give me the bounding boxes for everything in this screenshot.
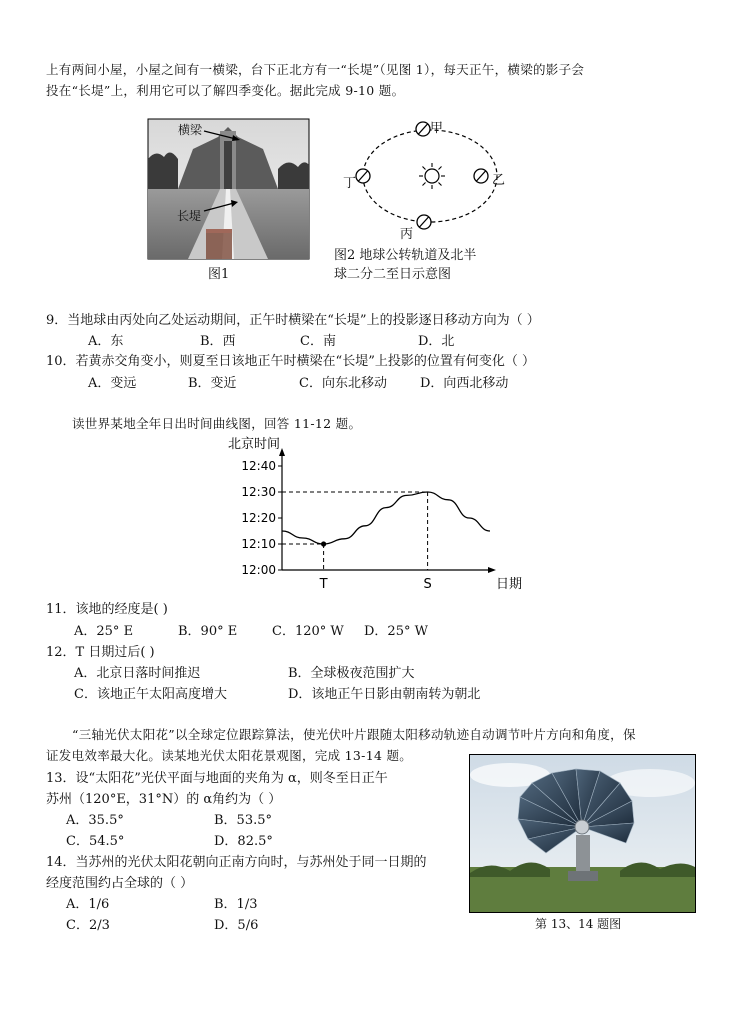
intro-text-line2: 投在“长堤”上，利用它可以了解四季变化。据此完成 9-10 题。 [46, 83, 405, 98]
earth-bing-icon [417, 215, 431, 229]
label-jia: 甲 [430, 121, 444, 136]
label-dike: 长堤 [177, 209, 202, 223]
solar-flower-drawing [470, 755, 695, 912]
question-12-option-d[interactable]: D．该地正午日影由朝南转为朝北 [288, 687, 481, 702]
intro-sunrise-chart: 读世界某地全年日出时间曲线图，回答 11-12 题。 [72, 416, 362, 431]
label-bing: 丙 [400, 227, 414, 242]
question-10-option-d[interactable]: D．向西北移动 [420, 376, 509, 391]
question-9-option-a[interactable]: A．东 [88, 334, 124, 349]
beam-arrow [200, 125, 245, 143]
question-9-stem: 9．当地球由丙处向乙处运动期间，正午时横梁在“长堤”上的投影逐日移动方向为（ ） [46, 313, 540, 328]
question-14-line1: 14．当苏州的光伏太阳花朝向正南方向时，与苏州处于同一日期的 [46, 855, 427, 870]
question-14-line2: 经度范围约占全球的（ ） [46, 876, 194, 891]
x-axis-label: 日期 [496, 577, 523, 592]
chart-axes [279, 448, 496, 573]
label-ding: 丁 [343, 176, 357, 191]
question-13-line2: 苏州（120°E，31°N）的 α角约为（ ） [46, 792, 282, 807]
question-12-option-a[interactable]: A．北京日落时间推迟 [74, 666, 201, 681]
y-tick-label: 12:40 [241, 459, 276, 473]
y-tick-label: 12:00 [241, 563, 276, 577]
y-tick-label: 12:30 [241, 485, 276, 499]
y-tick-label: 12:10 [241, 537, 276, 551]
label-beam: 横梁 [178, 123, 203, 137]
question-10-stem: 10．若黄赤交角变小，则夏至日该地正午时横梁在“长堤”上投影的位置有何变化（ ） [46, 354, 535, 369]
chart-ticks [228, 436, 522, 592]
earth-ding-icon [356, 169, 370, 183]
dike-arrow [202, 199, 242, 219]
solar-flower-photo [469, 754, 696, 913]
question-14-option-d[interactable]: D．5/6 [214, 918, 259, 933]
earth-jia-icon [416, 122, 430, 136]
question-14-option-a[interactable]: A．1/6 [66, 897, 110, 912]
label-yi: 乙 [492, 173, 506, 188]
y-axis-label: 北京时间 [228, 437, 281, 452]
question-11-option-d[interactable]: D．25° W [364, 624, 428, 639]
question-11-option-c[interactable]: C．120° W [272, 624, 344, 639]
intro-text-line1: 上有两间小屋，小屋之间有一横梁，台下正北方有一“长堤”（见图 1），每天正午，横梁的影子会 [46, 62, 585, 77]
y-tick-label: 12:20 [241, 511, 276, 525]
question-11-stem: 11．该地的经度是( ) [46, 602, 168, 617]
question-9-option-d[interactable]: D．北 [418, 334, 455, 349]
question-9-option-b[interactable]: B．西 [200, 334, 236, 349]
question-10-option-b[interactable]: B．变近 [188, 376, 237, 391]
question-12-stem: 12．T 日期过后( ) [46, 645, 155, 660]
question-13-option-a[interactable]: A．35.5° [66, 813, 124, 828]
question-13-line1: 13．设“太阳花”光伏平面与地面的夹角为 α，则冬至日正午 [46, 771, 388, 786]
question-9-option-c[interactable]: C．南 [300, 334, 336, 349]
question-13-option-d[interactable]: D．82.5° [214, 834, 273, 849]
figure2-caption-line1: 图2 地球公转轨道及北半 [334, 248, 477, 263]
question-10-option-c[interactable]: C．向东北移动 [299, 376, 387, 391]
question-13-option-b[interactable]: B．53.5° [214, 813, 272, 828]
point-t [321, 541, 326, 546]
figure1-caption: 图1 [208, 267, 230, 282]
x-marker-label: T [319, 577, 328, 592]
question-10-option-a[interactable]: A．变远 [88, 376, 137, 391]
question-12-option-b[interactable]: B．全球极夜范围扩大 [288, 666, 415, 681]
x-marker-label: S [423, 577, 432, 592]
question-11-option-a[interactable]: A．25° E [74, 624, 134, 639]
earth-yi-icon [474, 169, 488, 183]
figure2-caption-line2: 球二分二至日示意图 [334, 267, 452, 282]
question-14-option-c[interactable]: C．2/3 [66, 918, 110, 933]
sun-icon [419, 163, 445, 189]
question-13-option-c[interactable]: C．54.5° [66, 834, 125, 849]
question-12-option-c[interactable]: C．该地正午太阳高度增大 [74, 687, 227, 702]
question-14-option-b[interactable]: B．1/3 [214, 897, 258, 912]
sunrise-curve [282, 492, 490, 544]
intro-solar-flower-line1: “三轴光伏太阳花”以全球定位跟踪算法，使光伏叶片跟随太阳移动轨迹自动调节叶片方向和角度，保 [72, 727, 636, 742]
sunrise-time-chart [228, 434, 523, 594]
question-11-option-b[interactable]: B．90° E [178, 624, 238, 639]
x-axis-arrow [488, 567, 496, 573]
photo-caption: 第 13、14 题图 [535, 917, 622, 931]
intro-solar-flower-line2: 证发电效率最大化。读某地光伏太阳花景观图，完成 13-14 题。 [46, 748, 413, 763]
chart-guides [282, 492, 428, 570]
